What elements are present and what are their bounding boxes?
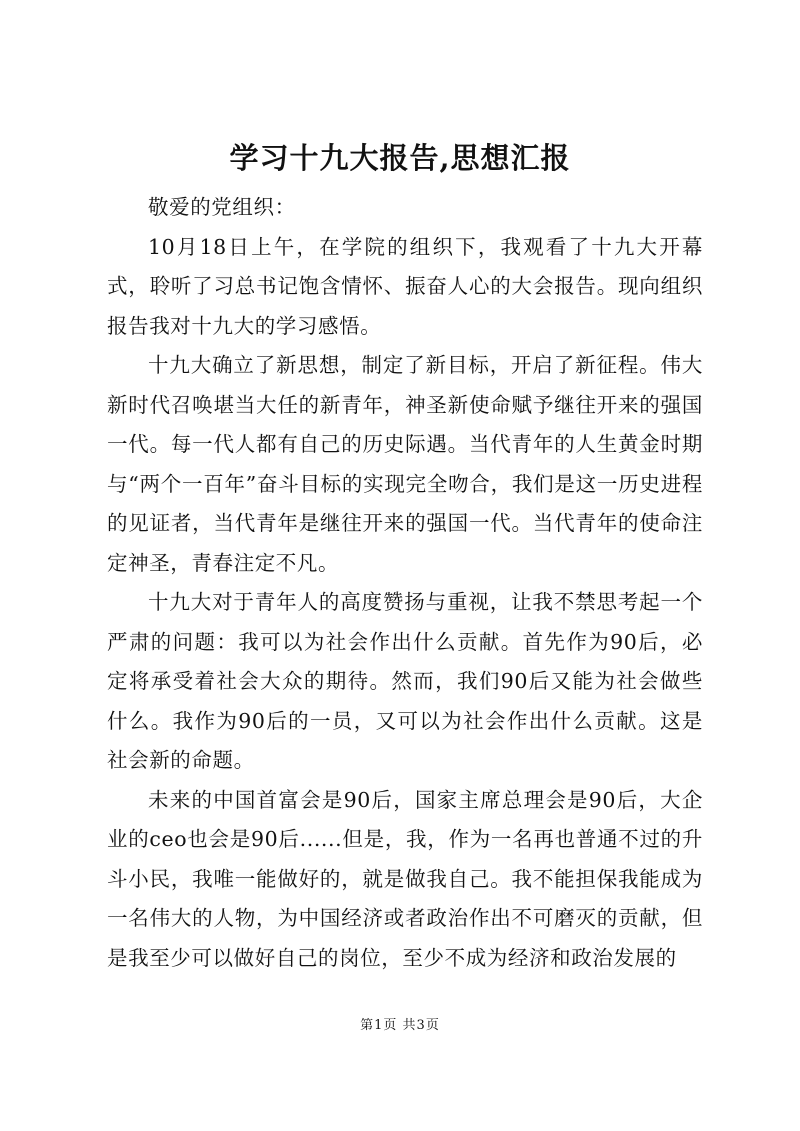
salutation: 敬爱的党组织： [148,195,296,219]
paragraph-2: 十九大确立了新思想，制定了新目标，开启了新征程。伟大新时代召唤堪当大任的新青年，神圣新使命赋予继往开来的强国一代。每一代人都有自己的历史际遇。当代青年的人生黄金时期与“两个一百年”奋斗目标的实现完全吻合，我们是这一历史进程的见证者，当代青年是继往开来的强国一代。当代青年的使命注定神圣，青春注定不凡。 [107,353,703,575]
document-title: 学习十九大报告,思想汇报 [229,141,571,175]
paragraph-1: 10月18日上午，在学院的组织下，我观看了十九大开幕式，聆听了习总书记饱含情怀、振奋人心的大会报告。现向组织报告我对十九大的学习感悟。 [107,234,703,338]
paragraph-3: 十九大对于青年人的高度赞扬与重视，让我不禁思考起一个严肃的问题：我可以为社会作出什么贡献。首先作为90后，必定将承受着社会大众的期待。然而，我们90后又能为社会做些什么。我作为90后的一员，又可以为社会作出什么贡献。这是社会新的命题。 [107,590,703,772]
document-body [107,188,703,978]
paragraph-4: 未来的中国首富会是90后，国家主席总理会是90后，大企业的ceo也会是90后......但是，我，作为一名再也普通不过的升斗小民，我唯一能做好的，就是做我自己。我不能担保我能成为一名伟大的人物，为中国经济或者政治作出不可磨灭的贡献，但是我至少可以做好自己的岗位，至少不成为经济和政治发展的 [107,787,703,970]
page-number-footer: 第1页 共3页 [360,1018,440,1033]
